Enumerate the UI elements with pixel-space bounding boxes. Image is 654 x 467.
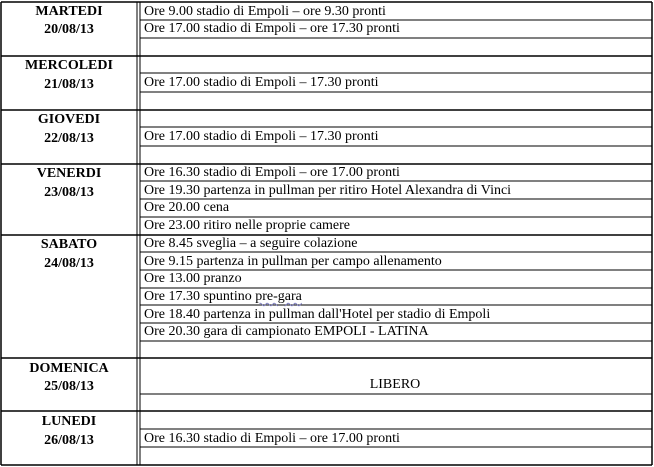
event-row: Ore 16.30 stadio di Empoli – ore 17.00 pronti bbox=[144, 165, 400, 180]
event-row: Ore 19.30 partenza in pullman per ritiro Hotel Alexandra di Vinci bbox=[144, 183, 512, 198]
event-row: Ore 17.00 stadio di Empoli – 17.30 pronti bbox=[144, 75, 379, 90]
day-date-mercoledi: 21/08/13 bbox=[44, 77, 94, 92]
event-row: Ore 20.30 gara di campionato EMPOLI - LATINA bbox=[144, 324, 429, 339]
day-name-mercoledi: MERCOLEDI bbox=[25, 58, 113, 73]
event-row: Ore 13.00 pranzo bbox=[144, 271, 242, 286]
event-row: Ore 17.00 stadio di Empoli – 17.30 pronti bbox=[144, 129, 379, 144]
event-row: Ore 20.00 cena bbox=[144, 200, 230, 215]
day-date-martedi: 20/08/13 bbox=[44, 22, 94, 37]
day-name-giovedi: GIOVEDI bbox=[37, 112, 101, 127]
event-row: Ore 23.00 ritiro nelle proprie camere bbox=[144, 218, 351, 233]
event-row: Ore 8.45 sveglia – a seguire colazione bbox=[144, 236, 358, 251]
day-date-lunedi: 26/08/13 bbox=[44, 433, 94, 448]
day-date-venerdi: 23/08/13 bbox=[44, 185, 94, 200]
event-row: Ore 18.40 partenza in pullman dall'Hotel per stadio di Empoli bbox=[144, 307, 491, 322]
event-row: Ore 9.00 stadio di Empoli – ore 9.30 pronti bbox=[144, 4, 386, 19]
day-date-domenica: 25/08/13 bbox=[44, 379, 94, 394]
day-name-sabato: SABATO bbox=[40, 237, 98, 252]
event-row: Ore 9.15 partenza in pullman per campo allenamento bbox=[144, 254, 442, 269]
day-date-sabato: 24/08/13 bbox=[44, 256, 94, 271]
spellcheck-word: pre-gara bbox=[255, 289, 302, 304]
event-row: Ore 17.00 stadio di Empoli – ore 17.30 pronti bbox=[144, 21, 400, 36]
day-name-martedi: MARTEDI bbox=[35, 4, 103, 19]
day-date-giovedi: 22/08/13 bbox=[44, 131, 94, 146]
event-row: Ore 16.30 stadio di Empoli – ore 17.00 pronti bbox=[144, 431, 400, 446]
day-name-lunedi: LUNEDI bbox=[41, 414, 97, 429]
event-row: Ore 17.30 spuntino pre-gara bbox=[144, 289, 302, 304]
day-name-venerdi: VENERDI bbox=[36, 166, 102, 181]
event-row-libero: LIBERO bbox=[369, 377, 421, 392]
day-name-domenica: DOMENICA bbox=[29, 361, 109, 376]
